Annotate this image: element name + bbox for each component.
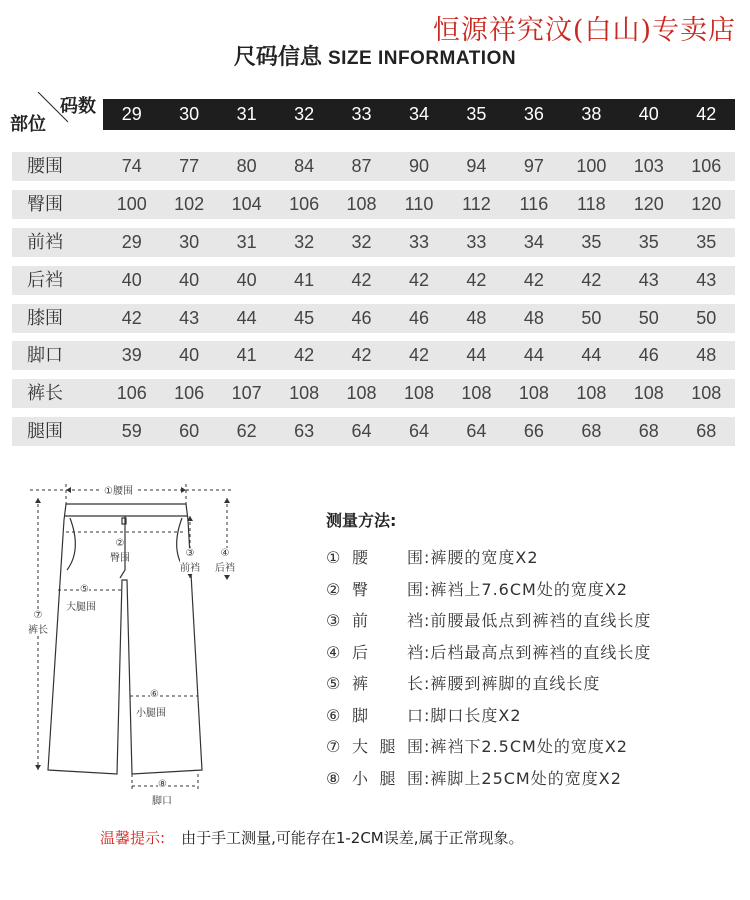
- method-name: 前裆: [352, 611, 424, 630]
- part-header-label: 部位: [10, 114, 46, 135]
- method-title: 测量方法:: [326, 511, 397, 530]
- row-values: [103, 228, 735, 257]
- table-cell: 68: [581, 421, 602, 441]
- method-num: ⑥: [326, 705, 342, 725]
- table-cell: 118: [577, 194, 606, 214]
- back-text: 后裆: [215, 563, 235, 574]
- table-cell: 108: [633, 383, 664, 403]
- table-cell: 42: [523, 270, 544, 290]
- size-header-cell: 40: [638, 104, 659, 124]
- table-cell: 44: [236, 308, 257, 328]
- method-desc: :裤脚上25CM处的宽度X2: [424, 768, 622, 788]
- table-row: [12, 266, 735, 295]
- row-label: 腰围: [27, 156, 63, 177]
- method-name: 裤长: [352, 674, 424, 693]
- method-item: [326, 734, 628, 757]
- table-cell: 84: [294, 156, 315, 176]
- size-header-label: 码数: [60, 96, 96, 117]
- method-num: ⑤: [326, 674, 342, 693]
- table-cell: 44: [581, 345, 602, 365]
- table-row: [12, 341, 735, 370]
- row-label: 脚口: [27, 345, 63, 366]
- table-cell: 77: [179, 156, 200, 176]
- row-label: 臀围: [27, 194, 63, 215]
- size-header-cell: 34: [408, 104, 429, 124]
- table-cell: 108: [691, 383, 722, 403]
- diagram-label-waist: ①腰围: [102, 482, 135, 497]
- table-cell: 108: [403, 383, 435, 403]
- diagram-label-calf-num: ⑥: [150, 689, 159, 700]
- method-num: ③: [326, 611, 342, 630]
- title-cn: 尺码信息: [233, 45, 322, 70]
- table-cell: 35: [581, 232, 602, 252]
- table-cell: 42: [408, 270, 429, 290]
- table-cell: 50: [581, 308, 602, 328]
- table-cell: 31: [236, 232, 257, 252]
- table-cell: 120: [633, 194, 664, 214]
- table-cell: 42: [466, 270, 487, 290]
- method-name: 大腿围: [352, 737, 424, 756]
- method-num: ④: [326, 642, 342, 662]
- table-cell: 33: [466, 232, 487, 252]
- table-cell: 40: [236, 270, 257, 290]
- table-row: [12, 379, 735, 408]
- method-name: 腰围: [352, 548, 424, 567]
- length-num: ⑦: [33, 610, 43, 621]
- hip-text: 臀围: [110, 553, 130, 564]
- table-cell: 43: [638, 270, 659, 290]
- table-cell: 108: [461, 383, 492, 403]
- store-name: 恒源祥究汶(白山)专卖店: [432, 15, 736, 46]
- title-en: SIZE INFORMATION: [327, 48, 517, 69]
- table-cell: 32: [351, 232, 372, 252]
- table-cell: 108: [346, 383, 377, 403]
- table-cell: 108: [576, 383, 607, 403]
- table-row: [12, 228, 735, 257]
- row-values: [103, 152, 735, 181]
- table-cell: 50: [696, 308, 717, 328]
- row-values: [103, 304, 735, 333]
- table-cell: 48: [523, 308, 544, 328]
- table-cell: 120: [691, 194, 722, 214]
- back-num: ④: [220, 548, 230, 559]
- table-cell: 107: [231, 383, 262, 403]
- table-cell: 68: [638, 421, 659, 441]
- table-cell: 74: [121, 156, 142, 176]
- method-item: [326, 640, 651, 663]
- diagram-label-thigh: 大腿围: [66, 602, 96, 613]
- table-cell: 66: [523, 421, 544, 441]
- table-cell: 100: [116, 194, 147, 214]
- method-name: 小腿围: [352, 768, 424, 788]
- table-cell: 46: [408, 308, 429, 328]
- diagram-label-hem: 脚口: [152, 796, 172, 807]
- table-cell: 44: [466, 345, 487, 365]
- size-header-cell: 30: [179, 104, 200, 124]
- size-header-cell: 38: [581, 104, 602, 124]
- size-header-cell: 42: [696, 104, 717, 124]
- size-header-cell: 33: [351, 104, 372, 124]
- front-num: ③: [185, 548, 195, 559]
- table-cell: 60: [179, 421, 200, 441]
- method-desc: :后档最高点到裤裆的直线长度: [424, 642, 652, 662]
- table-cell: 43: [696, 270, 717, 290]
- table-row: [12, 190, 735, 219]
- table-corner-header: [8, 92, 102, 136]
- page-title: [0, 40, 750, 71]
- tip-note: [100, 827, 524, 848]
- table-cell: 34: [523, 232, 544, 252]
- table-cell: 41: [236, 345, 257, 365]
- table-cell: 46: [351, 308, 372, 328]
- diagram-label-front-rise: [180, 548, 200, 574]
- method-name: 脚口: [352, 705, 424, 725]
- table-cell: 116: [519, 194, 549, 214]
- tip-text: 由于手工测量,可能存在1-2CM误差,属于正常现象。: [181, 829, 524, 847]
- table-cell: 48: [466, 308, 487, 328]
- method-desc: :前腰最低点到裤裆的直线长度: [424, 611, 652, 630]
- table-cell: 39: [121, 345, 142, 365]
- table-cell: 64: [408, 421, 429, 441]
- table-cell: 44: [523, 345, 544, 365]
- table-cell: 40: [179, 345, 200, 365]
- row-label: 前裆: [27, 232, 63, 253]
- table-cell: 97: [523, 156, 544, 176]
- table-cell: 108: [518, 383, 549, 403]
- table-cell: 42: [408, 345, 429, 365]
- method-name: 臀围: [352, 579, 424, 599]
- length-text: 裤长: [28, 625, 48, 636]
- pants-outline-icon: [22, 470, 252, 815]
- method-num: ⑦: [326, 737, 342, 756]
- method-item: [326, 671, 600, 694]
- method-name: 后裆: [352, 642, 424, 662]
- table-cell: 108: [346, 194, 377, 214]
- table-cell: 42: [351, 345, 372, 365]
- tip-label: 温馨提示:: [100, 829, 166, 847]
- table-cell: 48: [696, 345, 717, 365]
- size-header-cell: 29: [121, 104, 142, 124]
- diagram-label-hem-num: ⑧: [158, 779, 167, 790]
- table-row: [12, 417, 735, 446]
- row-values: [103, 266, 735, 295]
- row-label: 后裆: [27, 270, 63, 291]
- table-cell: 35: [638, 232, 659, 252]
- method-desc: :裤腰的宽度X2: [424, 548, 539, 567]
- table-cell: 59: [121, 421, 142, 441]
- table-cell: 33: [408, 232, 429, 252]
- method-item: [326, 545, 539, 568]
- size-header-cell: 35: [466, 104, 487, 124]
- table-cell: 100: [576, 156, 607, 176]
- table-cell: 112: [462, 194, 491, 214]
- diagram-label-back-rise: [215, 548, 235, 574]
- size-header-cell: 32: [294, 104, 315, 124]
- table-cell: 106: [116, 383, 147, 403]
- method-item: [326, 766, 622, 789]
- method-item: [326, 703, 522, 726]
- table-cell: 40: [121, 270, 142, 290]
- table-cell: 64: [466, 421, 487, 441]
- table-row: [12, 152, 735, 181]
- table-cell: 68: [696, 421, 717, 441]
- table-cell: 42: [351, 270, 372, 290]
- diagram-label-calf: 小腿围: [136, 708, 166, 719]
- row-values: [103, 417, 735, 446]
- table-cell: 64: [351, 421, 372, 441]
- method-desc: :裤裆上7.6CM处的宽度X2: [424, 579, 628, 599]
- front-text: 前裆: [180, 563, 200, 574]
- table-cell: 43: [179, 308, 200, 328]
- method-num: ②: [326, 579, 342, 599]
- table-cell: 41: [294, 270, 315, 290]
- diagram-label-length: [28, 610, 48, 636]
- table-cell: 62: [236, 421, 257, 441]
- method-desc: :脚口长度X2: [424, 705, 522, 725]
- table-cell: 42: [121, 308, 142, 328]
- table-cell: 42: [294, 345, 315, 365]
- size-header-row: [103, 99, 735, 130]
- table-cell: 108: [289, 383, 320, 403]
- hip-num: ②: [115, 538, 125, 549]
- table-cell: 106: [174, 383, 205, 403]
- method-num: ⑧: [326, 768, 342, 788]
- table-cell: 29: [121, 232, 142, 252]
- method-item: [326, 608, 651, 631]
- table-cell: 106: [691, 156, 722, 176]
- table-cell: 35: [696, 232, 717, 252]
- table-cell: 94: [466, 156, 487, 176]
- table-cell: 110: [404, 194, 434, 214]
- row-label: 裤长: [27, 383, 63, 404]
- table-cell: 103: [633, 156, 664, 176]
- diagram-label-hip: [110, 538, 130, 564]
- table-cell: 42: [581, 270, 602, 290]
- table-cell: 45: [294, 308, 315, 328]
- table-cell: 90: [408, 156, 429, 176]
- row-values: [103, 379, 735, 408]
- table-row: [12, 304, 735, 333]
- table-cell: 63: [294, 421, 315, 441]
- method-num: ①: [326, 548, 342, 567]
- pants-diagram: [22, 470, 252, 815]
- diagram-label-thigh-num: ⑤: [80, 584, 89, 595]
- table-cell: 87: [351, 156, 372, 176]
- method-desc: :裤腰到裤脚的直线长度: [424, 674, 601, 693]
- table-cell: 106: [289, 194, 320, 214]
- row-label: 腿围: [27, 421, 63, 442]
- table-cell: 40: [179, 270, 200, 290]
- method-desc: :裤裆下2.5CM处的宽度X2: [424, 737, 628, 756]
- table-cell: 32: [294, 232, 315, 252]
- table-cell: 102: [174, 194, 205, 214]
- row-label: 膝围: [27, 308, 63, 329]
- row-values: [103, 341, 735, 370]
- table-cell: 50: [638, 308, 659, 328]
- table-cell: 80: [236, 156, 257, 176]
- table-cell: 30: [179, 232, 200, 252]
- row-values: [103, 190, 735, 219]
- size-header-cell: 36: [523, 104, 544, 124]
- table-cell: 46: [638, 345, 659, 365]
- size-header-cell: 31: [236, 104, 257, 124]
- table-cell: 104: [231, 194, 262, 214]
- method-item: [326, 577, 628, 600]
